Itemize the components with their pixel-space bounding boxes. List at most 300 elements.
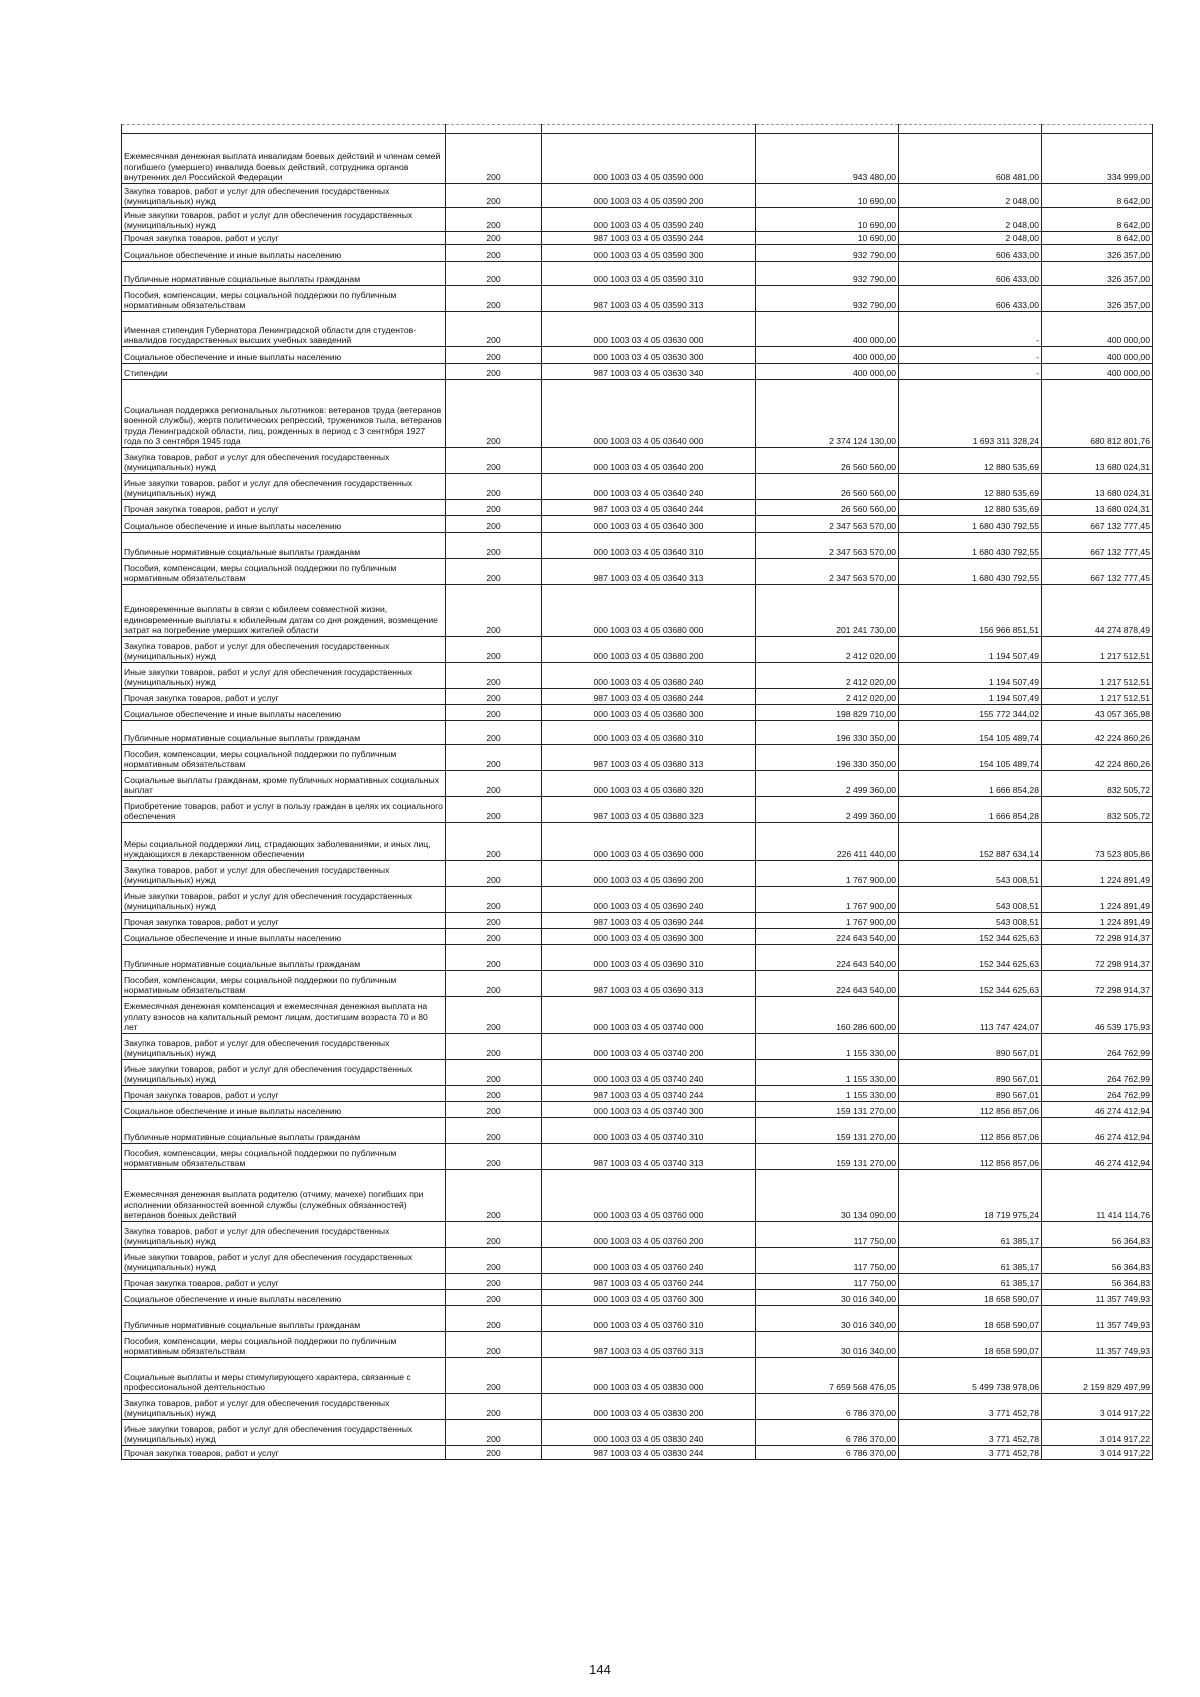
row-name-cell: Стипендии [122, 364, 446, 380]
row-assigned-amount-cell: 160 286 600,00 [756, 997, 899, 1034]
row-line-code-cell: 200 [446, 134, 542, 184]
row-assigned-amount-cell: 2 347 563 570,00 [756, 516, 899, 533]
row-assigned-amount-cell: 26 560 560,00 [756, 474, 899, 500]
row-name-cell: Прочая закупка товаров, работ и услуг [122, 1274, 446, 1290]
row-name-cell: Прочая закупка товаров, работ и услуг [122, 1446, 446, 1460]
row-executed-amount-cell: 152 887 634,14 [899, 823, 1042, 861]
row-line-code-cell: 200 [446, 1222, 542, 1248]
row-line-code-cell: 200 [446, 663, 542, 689]
row-remaining-amount-cell: 11 414 114,76 [1042, 1170, 1153, 1222]
row-executed-amount-cell: 1 693 311 328,24 [899, 380, 1042, 448]
row-remaining-amount-cell: 326 357,00 [1042, 262, 1153, 286]
row-line-code-cell: 200 [446, 1102, 542, 1118]
row-line-code-cell: 200 [446, 929, 542, 945]
row-assigned-amount-cell: 2 347 563 570,00 [756, 559, 899, 585]
row-line-code-cell: 200 [446, 1358, 542, 1394]
table-row [122, 1034, 1153, 1060]
row-line-code-cell: 200 [446, 705, 542, 721]
table-row [122, 1394, 1153, 1420]
row-assigned-amount-cell: 196 330 350,00 [756, 721, 899, 745]
row-line-code-cell: 200 [446, 347, 542, 364]
row-line-code-cell: 200 [446, 184, 542, 208]
row-budget-code-cell: 987 1003 03 4 05 03680 313 [542, 745, 756, 771]
row-assigned-amount-cell: 117 750,00 [756, 1248, 899, 1274]
row-name-cell: Социальное обеспечение и иные выплаты населению [122, 705, 446, 721]
table-row [122, 797, 1153, 823]
row-executed-amount-cell: 152 344 625,63 [899, 971, 1042, 997]
row-budget-code-cell: 987 1003 03 4 05 03760 244 [542, 1274, 756, 1290]
row-executed-amount-cell: 1 194 507,49 [899, 663, 1042, 689]
row-assigned-amount-cell: 224 643 540,00 [756, 945, 899, 971]
row-remaining-amount-cell: 13 680 024,31 [1042, 474, 1153, 500]
row-assigned-amount-cell: 2 347 563 570,00 [756, 533, 899, 559]
table-row [122, 1144, 1153, 1170]
row-line-code-cell: 200 [446, 1420, 542, 1446]
row-name-cell: Социальное обеспечение и иные выплаты населению [122, 245, 446, 262]
row-executed-amount-cell: 606 433,00 [899, 286, 1042, 312]
row-budget-code-cell: 000 1003 03 4 05 03740 240 [542, 1060, 756, 1086]
row-executed-amount-cell: 112 856 857,06 [899, 1102, 1042, 1118]
row-assigned-amount-cell: 30 016 340,00 [756, 1332, 899, 1358]
row-remaining-amount-cell: 43 057 365,98 [1042, 705, 1153, 721]
row-remaining-amount-cell: 1 217 512,51 [1042, 689, 1153, 705]
row-line-code-cell: 200 [446, 861, 542, 887]
row-executed-amount-cell: 3 771 452,78 [899, 1394, 1042, 1420]
row-budget-code-cell: 000 1003 03 4 05 03690 000 [542, 823, 756, 861]
row-budget-code-cell: 000 1003 03 4 05 03640 240 [542, 474, 756, 500]
row-name-cell: Единовременные выплаты в связи с юбилеем совместной жизни, единовременные выплаты к юбилейным датам со дня рождения, возмещение затрат на погребение умерших жителей области [122, 585, 446, 637]
row-line-code-cell: 200 [446, 559, 542, 585]
table-row [122, 262, 1153, 286]
row-remaining-amount-cell: 1 224 891,49 [1042, 913, 1153, 929]
row-executed-amount-cell: 606 433,00 [899, 262, 1042, 286]
table-row [122, 971, 1153, 997]
row-executed-amount-cell: 2 048,00 [899, 232, 1042, 245]
row-budget-code-cell: 000 1003 03 4 05 03680 320 [542, 771, 756, 797]
row-assigned-amount-cell: 1 155 330,00 [756, 1086, 899, 1102]
row-remaining-amount-cell: 264 762,99 [1042, 1086, 1153, 1102]
table-row [122, 347, 1153, 364]
row-budget-code-cell: 000 1003 03 4 05 03760 000 [542, 1170, 756, 1222]
row-assigned-amount-cell: 117 750,00 [756, 1222, 899, 1248]
row-remaining-amount-cell: 1 217 512,51 [1042, 637, 1153, 663]
table-row [122, 887, 1153, 913]
table-row [122, 1446, 1153, 1460]
table-row [122, 245, 1153, 262]
row-line-code-cell: 200 [446, 689, 542, 705]
row-executed-amount-cell: 1 680 430 792,55 [899, 516, 1042, 533]
row-budget-code-cell: 000 1003 03 4 05 03830 240 [542, 1420, 756, 1446]
row-name-cell: Социальное обеспечение и иные выплаты населению [122, 516, 446, 533]
row-name-cell: Пособия, компенсации, меры социальной поддержки по публичным нормативным обязательствам [122, 745, 446, 771]
row-executed-amount-cell: 1 194 507,49 [899, 637, 1042, 663]
row-budget-code-cell: 000 1003 03 4 05 03640 200 [542, 448, 756, 474]
row-remaining-amount-cell: 400 000,00 [1042, 347, 1153, 364]
row-line-code-cell: 200 [446, 516, 542, 533]
row-budget-code-cell: 000 1003 03 4 05 03680 200 [542, 637, 756, 663]
row-remaining-amount-cell: 264 762,99 [1042, 1060, 1153, 1086]
row-line-code-cell: 200 [446, 745, 542, 771]
row-budget-code-cell: 000 1003 03 4 05 03590 240 [542, 208, 756, 232]
row-executed-amount-cell: 152 344 625,63 [899, 929, 1042, 945]
page-number: 144 [589, 1662, 611, 1677]
row-name-cell: Прочая закупка товаров, работ и услуг [122, 500, 446, 516]
row-remaining-amount-cell: 42 224 860,26 [1042, 721, 1153, 745]
row-line-code-cell: 200 [446, 1248, 542, 1274]
row-budget-code-cell: 000 1003 03 4 05 03680 310 [542, 721, 756, 745]
row-assigned-amount-cell: 1 155 330,00 [756, 1060, 899, 1086]
table-row [122, 689, 1153, 705]
row-name-cell: Прочая закупка товаров, работ и услуг [122, 1086, 446, 1102]
row-executed-amount-cell: 890 567,01 [899, 1034, 1042, 1060]
row-assigned-amount-cell: 1 767 900,00 [756, 861, 899, 887]
row-name-cell: Пособия, компенсации, меры социальной поддержки по публичным нормативным обязательствам [122, 1332, 446, 1358]
table-row [122, 448, 1153, 474]
table-row [122, 1086, 1153, 1102]
row-budget-code-cell: 000 1003 03 4 05 03590 310 [542, 262, 756, 286]
table-row [122, 1306, 1153, 1332]
row-remaining-amount-cell: 56 364,83 [1042, 1248, 1153, 1274]
row-line-code-cell: 200 [446, 1446, 542, 1460]
row-name-cell: Пособия, компенсации, меры социальной поддержки по публичным нормативным обязательствам [122, 1144, 446, 1170]
table-row [122, 929, 1153, 945]
row-executed-amount-cell: 112 856 857,06 [899, 1144, 1042, 1170]
table-row [122, 771, 1153, 797]
row-budget-code-cell: 000 1003 03 4 05 03630 300 [542, 347, 756, 364]
row-budget-code-cell: 000 1003 03 4 05 03640 310 [542, 533, 756, 559]
row-budget-code-cell: 987 1003 03 4 05 03640 244 [542, 500, 756, 516]
row-name-cell: Иные закупки товаров, работ и услуг для обеспечения государственных (муниципальных) нужд [122, 663, 446, 689]
row-executed-amount-cell: 3 771 452,78 [899, 1420, 1042, 1446]
table-row [122, 286, 1153, 312]
row-line-code-cell: 200 [446, 1306, 542, 1332]
row-assigned-amount-cell: 400 000,00 [756, 364, 899, 380]
row-remaining-amount-cell: 8 642,00 [1042, 208, 1153, 232]
row-line-code-cell: 200 [446, 208, 542, 232]
row-name-cell: Социальные выплаты гражданам, кроме публичных нормативных социальных выплат [122, 771, 446, 797]
row-assigned-amount-cell: 2 374 124 130,00 [756, 380, 899, 448]
row-remaining-amount-cell: 8 642,00 [1042, 184, 1153, 208]
row-name-cell: Закупка товаров, работ и услуг для обеспечения государственных (муниципальных) нужд [122, 637, 446, 663]
row-budget-code-cell: 000 1003 03 4 05 03830 000 [542, 1358, 756, 1394]
table-row [122, 1290, 1153, 1306]
table-row [122, 721, 1153, 745]
row-executed-amount-cell: 154 105 489,74 [899, 745, 1042, 771]
row-remaining-amount-cell: 56 364,83 [1042, 1222, 1153, 1248]
row-name-cell: Иные закупки товаров, работ и услуг для обеспечения государственных (муниципальных) нужд [122, 208, 446, 232]
row-executed-amount-cell: 18 658 590,07 [899, 1306, 1042, 1332]
row-name-cell: Социальная поддержка региональных льготников: ветеранов труда (ветеранов военной службы), жертв политических репрессий, тружеников тыла, ветеранов труда Ленинградской области, лиц, рожденных в период с 3 сентября 1927 года по 3 сентября 1945 года [122, 380, 446, 448]
row-assigned-amount-cell: 943 480,00 [756, 134, 899, 184]
table-row [122, 1222, 1153, 1248]
row-remaining-amount-cell: 11 357 749,93 [1042, 1290, 1153, 1306]
row-remaining-amount-cell: 334 999,00 [1042, 134, 1153, 184]
row-remaining-amount-cell: 73 523 805,86 [1042, 823, 1153, 861]
row-budget-code-cell: 987 1003 03 4 05 03630 340 [542, 364, 756, 380]
table-row [122, 861, 1153, 887]
row-remaining-amount-cell: 13 680 024,31 [1042, 500, 1153, 516]
row-remaining-amount-cell: 832 505,72 [1042, 771, 1153, 797]
row-line-code-cell: 200 [446, 637, 542, 663]
row-assigned-amount-cell: 1 155 330,00 [756, 1034, 899, 1060]
row-name-cell: Социальное обеспечение и иные выплаты населению [122, 929, 446, 945]
row-remaining-amount-cell: 1 224 891,49 [1042, 861, 1153, 887]
row-remaining-amount-cell: 8 642,00 [1042, 232, 1153, 245]
row-name-cell: Прочая закупка товаров, работ и услуг [122, 232, 446, 245]
row-name-cell: Ежемесячная денежная выплата родителю (отчиму, мачехе) погибших при исполнении обязанностей военной службы (служебных обязанностей) ветеранов боевых действий [122, 1170, 446, 1222]
row-line-code-cell: 200 [446, 312, 542, 347]
table-row [122, 533, 1153, 559]
row-remaining-amount-cell: 667 132 777,45 [1042, 516, 1153, 533]
row-name-cell: Иные закупки товаров, работ и услуг для обеспечения государственных (муниципальных) нужд [122, 1420, 446, 1446]
row-executed-amount-cell: 18 658 590,07 [899, 1290, 1042, 1306]
table-row [122, 1248, 1153, 1274]
row-executed-amount-cell: 543 008,51 [899, 913, 1042, 929]
row-assigned-amount-cell: 932 790,00 [756, 262, 899, 286]
row-executed-amount-cell: 606 433,00 [899, 245, 1042, 262]
row-name-cell: Социальное обеспечение и иные выплаты населению [122, 347, 446, 364]
row-assigned-amount-cell: 196 330 350,00 [756, 745, 899, 771]
row-remaining-amount-cell: 46 274 412,94 [1042, 1102, 1153, 1118]
table-row [122, 312, 1153, 347]
row-assigned-amount-cell: 117 750,00 [756, 1274, 899, 1290]
row-line-code-cell: 200 [446, 364, 542, 380]
row-name-cell: Закупка товаров, работ и услуг для обеспечения государственных (муниципальных) нужд [122, 861, 446, 887]
row-remaining-amount-cell: 46 539 175,93 [1042, 997, 1153, 1034]
table-row [122, 1060, 1153, 1086]
row-executed-amount-cell: 608 481,00 [899, 134, 1042, 184]
row-name-cell: Пособия, компенсации, меры социальной поддержки по публичным нормативным обязательствам [122, 971, 446, 997]
table-row [122, 500, 1153, 516]
row-line-code-cell: 200 [446, 945, 542, 971]
row-remaining-amount-cell: 667 132 777,45 [1042, 559, 1153, 585]
row-assigned-amount-cell: 7 659 568 476,05 [756, 1358, 899, 1394]
table-row [122, 184, 1153, 208]
row-line-code-cell: 200 [446, 997, 542, 1034]
row-line-code-cell: 200 [446, 262, 542, 286]
row-line-code-cell: 200 [446, 1086, 542, 1102]
row-executed-amount-cell: - [899, 364, 1042, 380]
row-assigned-amount-cell: 159 131 270,00 [756, 1102, 899, 1118]
row-budget-code-cell: 000 1003 03 4 05 03760 310 [542, 1306, 756, 1332]
row-executed-amount-cell: 1 666 854,28 [899, 797, 1042, 823]
row-name-cell: Социальное обеспечение и иные выплаты населению [122, 1102, 446, 1118]
row-budget-code-cell: 000 1003 03 4 05 03630 000 [542, 312, 756, 347]
row-remaining-amount-cell: 11 357 749,93 [1042, 1332, 1153, 1358]
row-assigned-amount-cell: 26 560 560,00 [756, 500, 899, 516]
row-executed-amount-cell: 155 772 344,02 [899, 705, 1042, 721]
row-remaining-amount-cell: 46 274 412,94 [1042, 1144, 1153, 1170]
row-budget-code-cell: 000 1003 03 4 05 03740 000 [542, 997, 756, 1034]
row-executed-amount-cell: 61 385,17 [899, 1248, 1042, 1274]
table-row [122, 745, 1153, 771]
row-line-code-cell: 200 [446, 474, 542, 500]
table-row [122, 1170, 1153, 1222]
table-row [122, 1274, 1153, 1290]
table-row [122, 997, 1153, 1034]
row-budget-code-cell: 000 1003 03 4 05 03760 240 [542, 1248, 756, 1274]
row-remaining-amount-cell: 11 357 749,93 [1042, 1306, 1153, 1332]
row-name-cell: Публичные нормативные социальные выплаты гражданам [122, 1118, 446, 1144]
row-executed-amount-cell: 1 194 507,49 [899, 689, 1042, 705]
row-line-code-cell: 200 [446, 913, 542, 929]
row-remaining-amount-cell: 3 014 917,22 [1042, 1446, 1153, 1460]
row-line-code-cell: 200 [446, 500, 542, 516]
row-assigned-amount-cell: 159 131 270,00 [756, 1144, 899, 1170]
row-assigned-amount-cell: 2 412 020,00 [756, 663, 899, 689]
row-executed-amount-cell: 154 105 489,74 [899, 721, 1042, 745]
table-row [122, 134, 1153, 184]
row-assigned-amount-cell: 1 767 900,00 [756, 913, 899, 929]
row-name-cell: Пособия, компенсации, меры социальной поддержки по публичным нормативным обязательствам [122, 559, 446, 585]
row-line-code-cell: 200 [446, 1332, 542, 1358]
row-line-code-cell: 200 [446, 448, 542, 474]
row-executed-amount-cell: 12 880 535,69 [899, 500, 1042, 516]
row-name-cell: Именная стипендия Губернатора Ленинградской области для студентов-инвалидов государственных высших учебных заведений [122, 312, 446, 347]
row-line-code-cell: 200 [446, 1144, 542, 1170]
row-remaining-amount-cell: 1 217 512,51 [1042, 663, 1153, 689]
row-budget-code-cell: 000 1003 03 4 05 03680 300 [542, 705, 756, 721]
row-executed-amount-cell: 1 666 854,28 [899, 771, 1042, 797]
row-assigned-amount-cell: 932 790,00 [756, 245, 899, 262]
row-budget-code-cell: 000 1003 03 4 05 03640 000 [542, 380, 756, 448]
row-line-code-cell: 200 [446, 797, 542, 823]
row-executed-amount-cell: 890 567,01 [899, 1060, 1042, 1086]
row-remaining-amount-cell: 400 000,00 [1042, 364, 1153, 380]
table-row [122, 208, 1153, 232]
row-executed-amount-cell: 1 680 430 792,55 [899, 533, 1042, 559]
row-name-cell: Иные закупки товаров, работ и услуг для обеспечения государственных (муниципальных) нужд [122, 887, 446, 913]
row-name-cell: Закупка товаров, работ и услуг для обеспечения государственных (муниципальных) нужд [122, 1222, 446, 1248]
row-remaining-amount-cell: 326 357,00 [1042, 286, 1153, 312]
row-budget-code-cell: 987 1003 03 4 05 03680 323 [542, 797, 756, 823]
row-line-code-cell: 200 [446, 1060, 542, 1086]
table-top-edge [122, 125, 1153, 134]
row-remaining-amount-cell: 72 298 914,37 [1042, 929, 1153, 945]
row-budget-code-cell: 000 1003 03 4 05 03690 200 [542, 861, 756, 887]
row-line-code-cell: 200 [446, 1394, 542, 1420]
row-budget-code-cell: 987 1003 03 4 05 03590 313 [542, 286, 756, 312]
row-name-cell: Социальное обеспечение и иные выплаты населению [122, 1290, 446, 1306]
row-name-cell: Прочая закупка товаров, работ и услуг [122, 689, 446, 705]
row-line-code-cell: 200 [446, 1170, 542, 1222]
row-executed-amount-cell: 18 719 975,24 [899, 1170, 1042, 1222]
row-assigned-amount-cell: 10 690,00 [756, 232, 899, 245]
row-line-code-cell: 200 [446, 245, 542, 262]
row-budget-code-cell: 000 1003 03 4 05 03740 310 [542, 1118, 756, 1144]
row-line-code-cell: 200 [446, 232, 542, 245]
row-assigned-amount-cell: 159 131 270,00 [756, 1118, 899, 1144]
row-line-code-cell: 200 [446, 771, 542, 797]
row-executed-amount-cell: 113 747 424,07 [899, 997, 1042, 1034]
row-line-code-cell: 200 [446, 286, 542, 312]
row-executed-amount-cell: 12 880 535,69 [899, 448, 1042, 474]
row-budget-code-cell: 987 1003 03 4 05 03830 244 [542, 1446, 756, 1460]
row-budget-code-cell: 000 1003 03 4 05 03590 000 [542, 134, 756, 184]
row-name-cell: Публичные нормативные социальные выплаты гражданам [122, 533, 446, 559]
row-name-cell: Ежемесячная денежная компенсация и ежемесячная денежная выплата на уплату взносов на капитальный ремонт лицам, достигшим возраста 70 и 80 лет [122, 997, 446, 1034]
row-budget-code-cell: 000 1003 03 4 05 03680 240 [542, 663, 756, 689]
row-assigned-amount-cell: 2 499 360,00 [756, 797, 899, 823]
row-assigned-amount-cell: 1 767 900,00 [756, 887, 899, 913]
row-executed-amount-cell: 18 658 590,07 [899, 1332, 1042, 1358]
row-assigned-amount-cell: 10 690,00 [756, 184, 899, 208]
row-budget-code-cell: 000 1003 03 4 05 03830 200 [542, 1394, 756, 1420]
row-assigned-amount-cell: 30 016 340,00 [756, 1290, 899, 1306]
row-budget-code-cell: 987 1003 03 4 05 03690 244 [542, 913, 756, 929]
row-line-code-cell: 200 [446, 971, 542, 997]
row-line-code-cell: 200 [446, 1034, 542, 1060]
row-assigned-amount-cell: 400 000,00 [756, 312, 899, 347]
row-executed-amount-cell: 152 344 625,63 [899, 945, 1042, 971]
row-assigned-amount-cell: 2 499 360,00 [756, 771, 899, 797]
row-name-cell: Публичные нормативные социальные выплаты гражданам [122, 1306, 446, 1332]
row-budget-code-cell: 000 1003 03 4 05 03740 200 [542, 1034, 756, 1060]
row-name-cell: Закупка товаров, работ и услуг для обеспечения государственных (муниципальных) нужд [122, 1034, 446, 1060]
row-executed-amount-cell: 2 048,00 [899, 208, 1042, 232]
row-remaining-amount-cell: 3 014 917,22 [1042, 1394, 1153, 1420]
row-executed-amount-cell: 12 880 535,69 [899, 474, 1042, 500]
table-row [122, 637, 1153, 663]
row-remaining-amount-cell: 46 274 412,94 [1042, 1118, 1153, 1144]
row-executed-amount-cell: - [899, 347, 1042, 364]
table-body [122, 125, 1153, 1460]
table-row [122, 516, 1153, 533]
row-remaining-amount-cell: 13 680 024,31 [1042, 448, 1153, 474]
budget-report-sheet [121, 124, 1152, 1460]
row-name-cell: Закупка товаров, работ и услуг для обеспечения государственных (муниципальных) нужд [122, 1394, 446, 1420]
row-remaining-amount-cell: 3 014 917,22 [1042, 1420, 1153, 1446]
row-name-cell: Закупка товаров, работ и услуг для обеспечения государственных (муниципальных) нужд [122, 448, 446, 474]
row-line-code-cell: 200 [446, 380, 542, 448]
row-name-cell: Пособия, компенсации, меры социальной поддержки по публичным нормативным обязательствам [122, 286, 446, 312]
row-remaining-amount-cell: 2 159 829 497,99 [1042, 1358, 1153, 1394]
table-row [122, 945, 1153, 971]
row-executed-amount-cell: 61 385,17 [899, 1274, 1042, 1290]
table-row [122, 663, 1153, 689]
row-name-cell: Социальные выплаты и меры стимулирующего характера, связанные с профессиональной деятельностью [122, 1358, 446, 1394]
table-row [122, 1420, 1153, 1446]
row-budget-code-cell: 000 1003 03 4 05 03690 300 [542, 929, 756, 945]
row-budget-code-cell: 987 1003 03 4 05 03680 244 [542, 689, 756, 705]
row-name-cell: Публичные нормативные социальные выплаты гражданам [122, 262, 446, 286]
row-line-code-cell: 200 [446, 1274, 542, 1290]
row-budget-code-cell: 000 1003 03 4 05 03760 300 [542, 1290, 756, 1306]
row-budget-code-cell: 000 1003 03 4 05 03590 200 [542, 184, 756, 208]
table-row [122, 364, 1153, 380]
table-row [122, 585, 1153, 637]
row-budget-code-cell: 000 1003 03 4 05 03640 300 [542, 516, 756, 533]
table-row [122, 232, 1153, 245]
row-budget-code-cell: 000 1003 03 4 05 03740 300 [542, 1102, 756, 1118]
row-executed-amount-cell: 543 008,51 [899, 861, 1042, 887]
row-name-cell: Закупка товаров, работ и услуг для обеспечения государственных (муниципальных) нужд [122, 184, 446, 208]
row-executed-amount-cell: 3 771 452,78 [899, 1446, 1042, 1460]
row-assigned-amount-cell: 201 241 730,00 [756, 585, 899, 637]
row-name-cell: Иные закупки товаров, работ и услуг для обеспечения государственных (муниципальных) нужд [122, 474, 446, 500]
row-line-code-cell: 200 [446, 823, 542, 861]
row-remaining-amount-cell: 326 357,00 [1042, 245, 1153, 262]
row-budget-code-cell: 000 1003 03 4 05 03680 000 [542, 585, 756, 637]
row-assigned-amount-cell: 198 829 710,00 [756, 705, 899, 721]
row-remaining-amount-cell: 667 132 777,45 [1042, 533, 1153, 559]
row-assigned-amount-cell: 932 790,00 [756, 286, 899, 312]
table-row [122, 823, 1153, 861]
row-executed-amount-cell: - [899, 312, 1042, 347]
row-line-code-cell: 200 [446, 721, 542, 745]
row-assigned-amount-cell: 224 643 540,00 [756, 929, 899, 945]
row-name-cell: Приобретение товаров, работ и услуг в пользу граждан в целях их социального обеспечения [122, 797, 446, 823]
